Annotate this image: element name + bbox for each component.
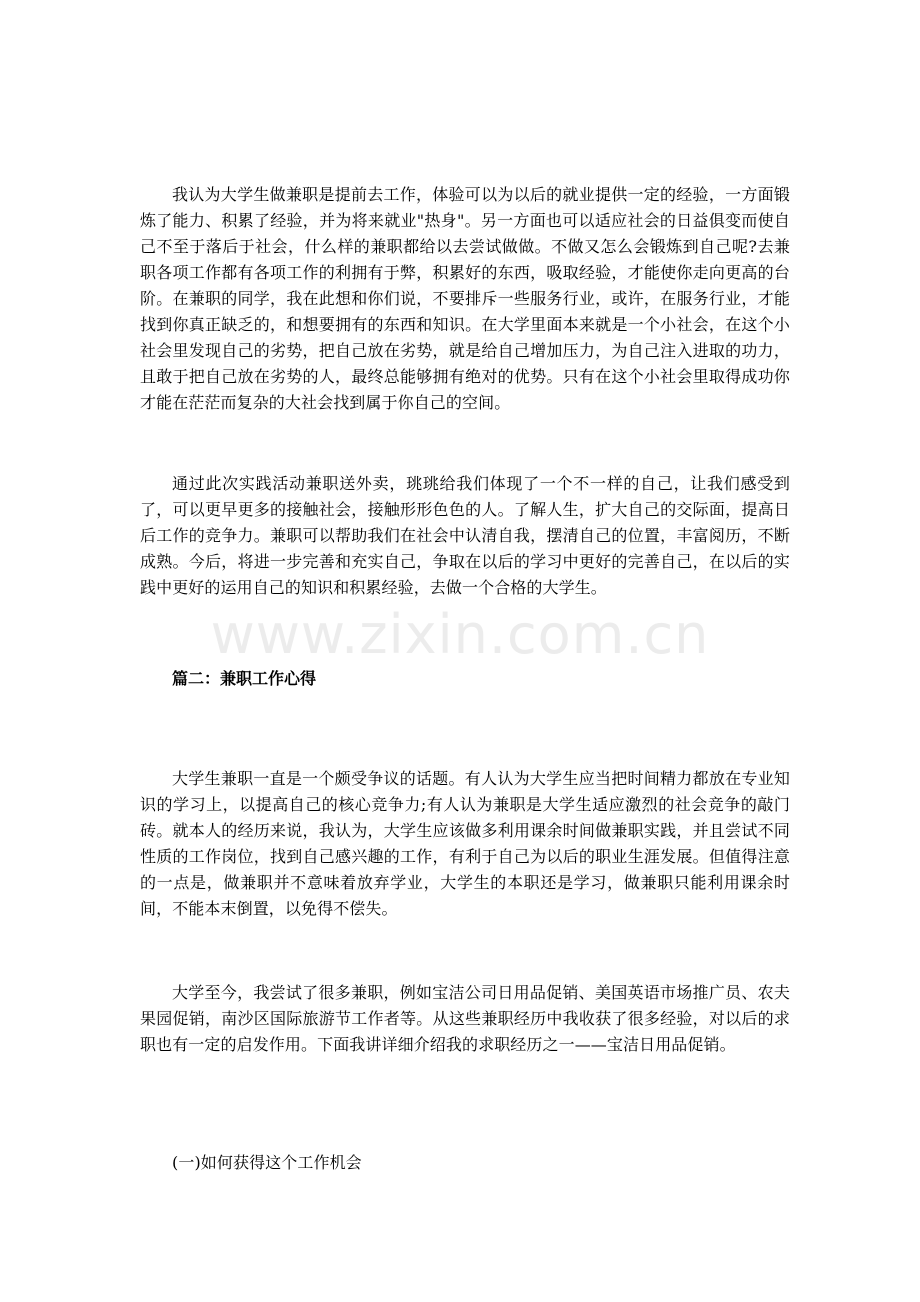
paragraph-part-time-experience: 我认为大学生做兼职是提前去工作，体验可以为以后的就业提供一定的经验，一方面锻炼了能力、积累了经验，并为将来就业"热身"。另一方面也可以适应社会的日益俱变而使自己不至于落后于社会，什么样的兼职都给以去尝试做做。不做又怎么会锻炼到自己呢?去兼职各项工作都有各项工作的利拥有于弊，积累好的东西，吸取经验，才能使你走向更高的台阶。在兼职的同学，我在此想和你们说，不要排斥一些服务行业，或许，在服务行业，才能找到你真正缺乏的，和想要拥有的东西和知识。在大学里面本来就是一个小社会，在这个小社会里发现自己的劣势，把自己放在劣势，就是给自己增加压力，为自己注入进取的功力，且敢于把自己放在劣势的人，最终总能够拥有绝对的优势。只有在这个小社会里取得成功你才能在茫茫而复杂的大社会找到属于你自己的空间。 (140, 185, 790, 412)
paragraph-controversy: 大学生兼职一直是一个颇受争议的话题。有人认为大学生应当把时间精力都放在专业知识的学习上，以提高自己的核心竞争力;有人认为兼职是大学生适应激烈的社会竞争的敲门砖。就本人的经历来说，我认为，大学生应该做多利用课余时间做兼职实践，并且尝试不同性质的工作岗位，找到自己感兴趣的工作，有利于自己为以后的职业生涯发展。但值得注意的一点是，做兼职并不意味着放弃学业，大学生的本职还是学习，做兼职只能利用课余时间，不能本末倒置，以免得不偿失。 (140, 769, 790, 918)
watermark-text: www.zixin.com.cn (210, 603, 710, 666)
paragraph-job-history: 大学至今，我尝试了很多兼职，例如宝洁公司日用品促销、美国英语市场推广员、农夫果园促销，南沙区国际旅游节工作者等。从这些兼职经历中我收获了很多经验，对以后的求职也有一定的启发作用。下面我讲详细介绍我的求职经历之一——宝洁日用品促销。 (140, 983, 790, 1054)
paragraph-delivery-practice: 通过此次实践活动兼职送外卖，珧珧给我们体现了一个不一样的自己，让我们感受到了，可以更早更多的接触社会，接触形形色色的人。了解人生，扩大自己的交际面，提高日后工作的竞争力。兼职可以帮助我们在社会中认清自我，摆清自己的位置，丰富阅历，不断成熟。今后，将进一步完善和充实自己，争取在以后的学习中更好的完善自己，在以后的实践中更好的运用自己的知识和积累经验，去做一个合格的大学生。 (140, 474, 790, 597)
section-heading: 篇二：兼职工作心得 (172, 669, 317, 688)
subsection-title: (一)如何获得这个工作机会 (172, 1153, 362, 1172)
